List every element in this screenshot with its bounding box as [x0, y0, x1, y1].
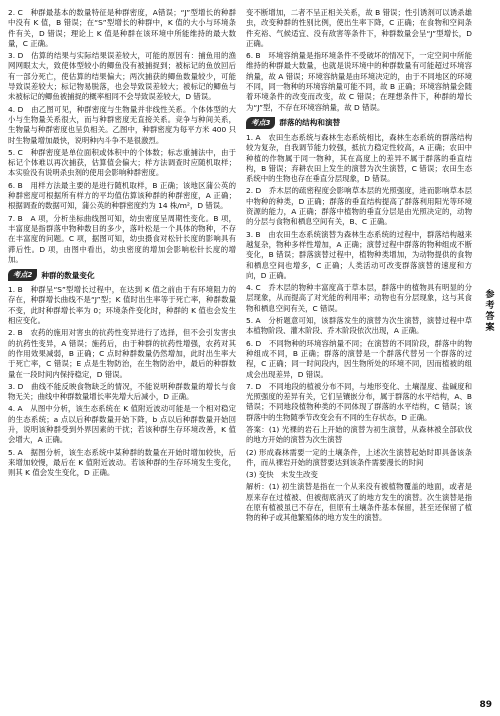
section-title: 群落的结构和演替 [279, 118, 341, 128]
side-label: 参考答案 [485, 290, 495, 333]
left-items-b [8, 285, 236, 478]
answer-item: 3. D 曲线不能反映食物缺乏的情况，不能说明种群数量的增长与食物无关；曲线中种群数量增长率先增大后减小，D 正确。 [8, 381, 236, 402]
right-items-a [246, 8, 472, 113]
section-header [246, 117, 472, 129]
answer-item: 解析：(1) 初生演替是指在一个从来没有被植物覆盖的地面，或者是原来存在过植被、但被彻底消灭了的地方发生的演替。次生演替是指在原有植被虽已不存在，但原有土壤条件基本保留，甚至还保留了植物的种子或其他繁殖体的地方发生的演替。 [246, 482, 472, 523]
answer-item: 答案：(1) 光裸的岩石上开始的演替为初生演替，从森林被全部砍伐的地方开始的演替为次生演替 [246, 424, 472, 445]
answer-item: (2) 形成森林需要一定的土壤条件，上述次生演替起始时即具备该条件，而从裸岩开始的演替要达到该条件需要漫长的时间 [246, 447, 472, 467]
answer-item: 2. C 种群最基本的数量特征是种群密度，A错误；“J”型增长的种群中没有 K 值，B 错误；在“S”型增长的种群中，K 值的大小与环境条件有关，D 错误；理论上 K 值是种群在该环境中所能维持的最大数量，C 正确。 [8, 8, 236, 48]
right-items-c [246, 425, 472, 524]
answer-item: 4. A 从图中分析，该生态系统在 K 值附近波动可能是一个相对稳定的生态系统；a 点以后种群数量开始下降，b 点以后种群数量开始回升，说明该种群受到外界因素的干扰；若该种群生存环境改善，K 值会增大，A 正确。 [8, 404, 236, 445]
left-items-a [8, 8, 236, 265]
left-column [8, 8, 236, 480]
answer-item: 2. B 农药的施用对害虫的抗药性变异进行了选择，但不会引发害虫的抗药性变异，A 错误；施药后，由于种群的抗药性增强，农药对其的作用效果减弱，B 正确；C 点时种群数量仍然增加，此时出生率大于死亡率，C 错误；E 点是生物防治，在生物防治中，最后的种群数量在一段时间内保持稳定，D 错误。 [8, 328, 236, 379]
answer-item: 5. A 据图分析，该生态系统中某种群的数量在开始时增加较快，后来增加较慢，最后在 K 值附近波动。若该种群的生存环境发生变化，则其 K 值会发生变化，D 正确。 [8, 447, 236, 478]
answer-item: 3. B 由农田生态系统演替为森林生态系统的过程中，群落结构越来越复杂，物种多样性增加，A 正确；演替过程中群落的物种组成不断变化，B 错误；群落演替过程中，植物种类增加，为动物提供的食物和栖息空间也增多，C 正确；人类活动可改变群落演替的速度和方向，D 正确。 [246, 229, 472, 280]
answer-item: 4. C 乔木层的物种丰富度高于草本层，群落中的植物具有明显的分层现象，从而提高了对光能的利用率；动物也有分层现象，这与其食物和栖息空间有关，C 错误。 [246, 283, 472, 313]
right-column [246, 8, 472, 526]
section-tag: 考点3 [246, 117, 275, 129]
answer-item: 6. B 用样方法最主要的是进行随机取样，B 正确；该地区蒲公英的种群密度可根据所有样方的平均值估算该种群的种群密度，A 正确；根据调查的数据可知，蒲公英的种群密度约为 14 株/m²，D 错误。 [8, 180, 236, 211]
right-items-b [246, 133, 472, 423]
answer-item: 变不断增加，二者不呈正相关关系，故 B 错误；性引诱剂可以诱杀雄虫，改变种群的性别比例，使出生率下降，C 正确；在食物和空间条件充裕、气候适宜、没有敌害等条件下，种群数量会呈“J”型增长，D 正确。 [246, 8, 472, 48]
section-title: 种群的数量变化 [41, 270, 95, 280]
answer-item: 1. B 种群呈“S”型增长过程中，在达到 K 值之前由于有环境阻力的存在，种群增长曲线不是“J”型；K 值时出生率等于死亡率，种群数量不变，此时种群增长率为 0；环境条件变化时，种群的 K 值也会发生相应变化。 [8, 285, 236, 326]
answer-item: 7. D 不同地段的植被分布不同，与地形变化、土壤湿度、盐碱度和光照强度的差异有关，它们呈镶嵌分布，属于群落的水平结构，A、B 错误；不同地段植物种类的不同体现了群落的水平结构，C 错误；该群落中的生物随季节改变会有不同的生存状态，D 正确。 [246, 381, 472, 422]
answer-item: 2. D 乔木层的疏密程度会影响草本层的光照强度，进而影响草本层中物种的种类，D 正确；群落的垂直结构提高了群落利用阳光等环境资源的能力，A 正确；群落中植物的垂直分层是由光照决定的，动物的分层与食物和栖息空间有关，B、C 正确。 [246, 186, 472, 227]
answer-item: 7. B A 项，分析坐标曲线图可知，幼虫密度呈周期性变化。B 项，丰富度是指群落中物种数目的多少，落叶松是一个具体的物种，不存在丰富度的问题。C 项，据图可知，幼虫摄食对松针长度的影响具有滞后性。D 项，由图中看出，幼虫密度的增加会影响松针长度的增加。 [8, 213, 236, 264]
section-tag: 考点2 [8, 269, 37, 281]
answer-item: 1. A 农田生态系统与森林生态系统相比，森林生态系统的群落结构较为复杂，自我调节能力较强，抵抗力稳定性较高，A 正确；农田中种植的作物属于同一物种，其在高度上的差异不属于群落的垂直结构，B 错误；弃耕农田上发生的演替为次生演替，C 错误；农田生态系统中的生物也存在垂直分层现象，D 错误。 [246, 132, 472, 184]
page-number: 89 [479, 700, 492, 710]
answer-item: 3. D 估算的结果与实际结果误差较大，可能的原因有：捕鱼用的渔网网眼太大，致使体型较小的鲫鱼没有被捕捉到；被标记的鱼放回后有一部分死亡，使估算的结果偏大；两次捕获的鲫鱼数量较少，可能导致误差较大；标记物易脱落，也会导致误差较大；被标记的鲫鱼与未被标记的鲫鱼被捕捉的概率相同不会导致误差较大，D 错误。 [8, 51, 236, 102]
answer-item: (3) 变快 未发生改变 [246, 470, 318, 480]
answer-item: 4. D 由乙图可见，种群密度与生物量并非线性关系。个体体型的大小与生物量关系很大，而与种群密度无直接关系。竞争与种间关系，生物量与种群密度也呈负相关。乙图中，种群密度为每平方米 400 只时生物量增加最快，说明种内斗争不是很激烈。 [8, 104, 236, 145]
section-header [8, 269, 236, 281]
answer-item: 5. C 种群密度是单位面积或体积中的个体数；标志重捕法中，由于标记个体难以再次捕获，估算值会偏大；样方法调查时应随机取样；本实验没有说明杀虫剂的使用会影响种群密度。 [8, 147, 236, 178]
answer-item: 6. D 不同物种的环境容纳量不同；在演替的不同阶段，群落中的物种组成不同，B 正确；群落的演替是一个群落代替另一个群落的过程，C 正确；同一时间段内，因生物所处的环境不同，因而植被的组成会出现差异，D 错误。 [246, 338, 472, 379]
answer-item: 6. B 环境容纳量是指环境条件不受破坏的情况下，一定空间中所能维持的种群最大数量，也就是说环境中的种群数量有可能超过环境容纳量，故 A 错误；环境容纳量是由环境决定的，由于不同地区的环境不同，同一物种的环境容纳量可能不同，故 B 正确；环境容纳量会随着环境条件的改变而改变，故 C 错误；在理想条件下，种群的增长为“J”型，不存在环境容纳量，故 D 错误。 [246, 51, 472, 112]
answer-item: 5. A 分析题意可知，该群落发生的演替为次生演替，演替过程中草本植物阶段、灌木阶段、乔木阶段依次出现，A 正确。 [246, 316, 472, 336]
